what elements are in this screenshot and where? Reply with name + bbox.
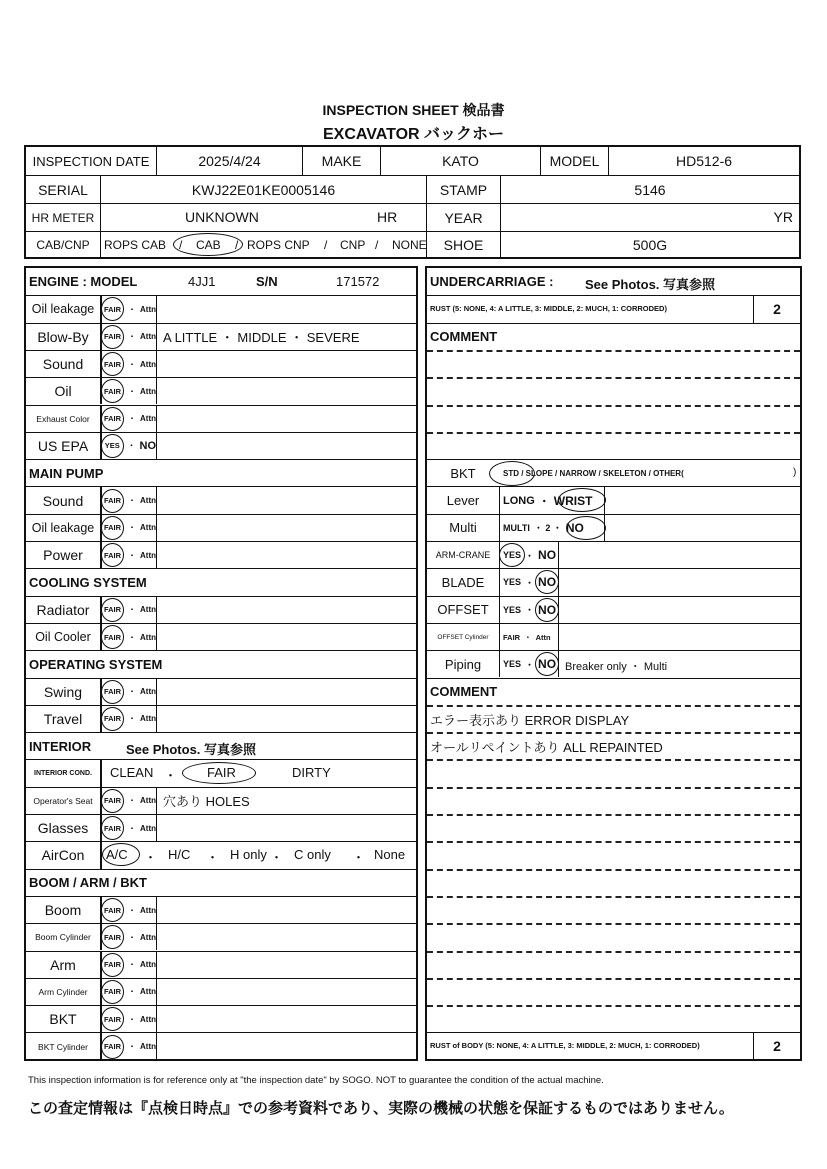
row-label: INTERIOR COND.: [34, 770, 92, 778]
row-label: BLADE: [441, 574, 485, 590]
row-label: AirCon: [41, 847, 85, 864]
undercarriage-comment-header: [427, 323, 800, 350]
option-selected-circle[interactable]: FAIR: [101, 1035, 124, 1059]
aircon-option[interactable]: C only: [294, 847, 331, 863]
disclaimer-japanese: この査定情報は『点検日時点』での参考資料であり、実際の機械の状態を保証するものではありません。: [28, 1100, 734, 1117]
cab-options: [100, 232, 426, 258]
offset-cylinder: [427, 623, 800, 650]
condition-options: [100, 406, 157, 432]
right-inspection-panel: [425, 266, 802, 1061]
multi: [427, 514, 800, 541]
main-pump-header: [26, 459, 416, 486]
option-alt[interactable]: Attn: [140, 632, 156, 642]
separator: ・: [128, 1014, 136, 1024]
selection-circle: [173, 233, 243, 256]
option-alt[interactable]: Attn: [140, 605, 156, 615]
option-b[interactable]: Attn: [535, 632, 551, 642]
hr-meter-value: UNKNOWN: [185, 209, 259, 225]
condition-options: [100, 952, 157, 978]
selection-circle: [558, 488, 606, 512]
option-alt[interactable]: Attn: [140, 496, 156, 506]
make-label: MAKE: [302, 147, 380, 175]
separator: ・: [128, 823, 136, 833]
comment-text[interactable]: オールリペイントあり ALL REPAINTED: [430, 740, 663, 756]
cab-sep: /: [324, 238, 328, 252]
separator: ・: [525, 550, 535, 561]
condition-options: [100, 624, 157, 650]
option-selected-circle[interactable]: FAIR: [101, 925, 124, 949]
engine-model: 4JJ1: [188, 274, 216, 289]
option-selected-circle[interactable]: FAIR: [101, 297, 124, 321]
comment-line: [427, 787, 800, 814]
left-inspection-panel: [24, 266, 418, 1061]
option-selected-circle[interactable]: FAIR: [101, 680, 124, 704]
option-a[interactable]: YES: [503, 604, 522, 615]
make-value: KATO: [380, 147, 540, 175]
row-label: Boom Cylinder: [35, 932, 91, 943]
operating-header: [26, 650, 416, 677]
inspection-row: [26, 623, 416, 650]
option-selected-circle[interactable]: FAIR: [101, 816, 124, 840]
row-label: Operator's Seat: [33, 795, 93, 806]
serial-value: KWJ22E01KE0005146: [100, 176, 426, 203]
separator: ・: [525, 605, 535, 616]
separator: ・: [128, 687, 136, 697]
undercarriage-title: UNDERCARRIAGE :: [430, 274, 554, 290]
condition-options: [100, 515, 157, 541]
option-alt[interactable]: Attn: [140, 932, 156, 942]
machine-info-table: [24, 145, 801, 259]
separator: ・: [164, 768, 178, 784]
option-b[interactable]: NO: [538, 602, 557, 617]
option-alt[interactable]: Attn: [140, 1014, 156, 1024]
row-label: Arm Cylinder: [38, 986, 88, 997]
row-label: Radiator: [36, 601, 90, 618]
shoe-value: 500G: [500, 232, 799, 258]
row-label: Power: [43, 547, 83, 564]
comment-title: COMMENT: [430, 329, 498, 345]
separator: ・: [128, 1042, 136, 1052]
separator: ・: [525, 577, 535, 588]
condition-options: [100, 706, 157, 732]
inspection-row: [26, 350, 416, 377]
serial-label: SERIAL: [38, 181, 88, 198]
bkt-options[interactable]: STD / SLOPE / NARROW / SKELETON / OTHER(: [503, 469, 684, 479]
separator: ・: [144, 850, 158, 866]
condition-options: [499, 569, 559, 595]
selection-circle: [535, 570, 559, 594]
comment-line: [427, 896, 800, 923]
row-label: Oil Cooler: [35, 630, 91, 645]
condition-option[interactable]: FAIR: [207, 765, 236, 781]
row-label: Swing: [43, 683, 83, 700]
condition-options: [499, 542, 559, 568]
engine-header: [26, 268, 416, 295]
interior-condition-row: [26, 759, 416, 786]
row-label: ARM-CRANE: [435, 550, 491, 561]
option-selected-circle[interactable]: FAIR: [101, 625, 124, 649]
separator: ・: [128, 523, 136, 533]
separator: ・: [127, 441, 136, 451]
row-label: Lever: [446, 493, 480, 509]
engine-sn-label: S/N: [256, 274, 278, 289]
option-b[interactable]: NO: [538, 575, 557, 590]
option-a[interactable]: MULTI: [503, 522, 530, 533]
option-alt[interactable]: Attn: [140, 905, 156, 915]
option-selected-circle[interactable]: FAIR: [101, 789, 124, 813]
comment-line: [427, 1005, 800, 1032]
cab-option-rops-cab: ROPS CAB: [104, 238, 167, 252]
comment-line: [427, 732, 800, 759]
separator: ・: [206, 850, 220, 866]
aircon-option[interactable]: None: [374, 847, 406, 863]
separator: ・: [128, 496, 136, 506]
condition-options: [100, 1006, 157, 1032]
row-label: OFFSET: [437, 602, 489, 618]
inspection-row: [26, 432, 416, 459]
selection-circle: [535, 598, 559, 622]
rust-row: [427, 295, 800, 322]
separator: ・: [524, 632, 532, 642]
separator: ・: [525, 659, 535, 670]
stamp-label: STAMP: [426, 176, 500, 203]
inspection-row: [26, 705, 416, 732]
comment-line: [427, 432, 800, 459]
option-alt[interactable]: Attn: [140, 550, 156, 560]
comment-line: [427, 377, 800, 404]
row-label: Sound: [42, 492, 84, 509]
option-alt[interactable]: Attn: [140, 523, 156, 533]
comment-text[interactable]: エラー表示あり ERROR DISPLAY: [430, 712, 630, 728]
option-alt[interactable]: Attn: [140, 332, 156, 342]
selection-circle: [535, 652, 559, 676]
separator: ・: [128, 332, 136, 342]
separator: ・: [128, 796, 136, 806]
condition-options: [100, 351, 157, 377]
inspection-row: [26, 678, 416, 705]
aircon-option[interactable]: A/C: [106, 847, 128, 863]
option-alt[interactable]: Attn: [140, 823, 156, 833]
engine-sn: 171572: [336, 274, 380, 289]
inspection-row: [26, 923, 416, 950]
separator: ・: [128, 905, 136, 915]
row-note[interactable]: 穴あり HOLES: [163, 794, 250, 810]
hr-meter-cell: [100, 204, 426, 231]
cooling-header: [26, 568, 416, 595]
option-selected-circle[interactable]: YES: [101, 434, 124, 458]
option-selected-circle[interactable]: FAIR: [101, 489, 124, 513]
comment-line: [427, 759, 800, 786]
separator: ・: [128, 414, 136, 424]
row-label: Multi: [449, 520, 477, 536]
inspection-row: [26, 978, 416, 1005]
cooling-header-title: COOLING SYSTEM: [29, 574, 147, 590]
row-label: Exhaust Color: [36, 413, 90, 424]
body-rust-value[interactable]: 2: [753, 1033, 800, 1059]
option-b[interactable]: NO: [565, 520, 584, 535]
cab-option-none: NONE: [392, 238, 427, 252]
option-b[interactable]: NO: [538, 548, 557, 563]
option-a[interactable]: LONG: [503, 494, 535, 507]
condition-options: [499, 597, 559, 623]
row-label: Travel: [43, 710, 83, 727]
separator: ・ 2 ・: [533, 523, 562, 534]
inspection-row: [26, 377, 416, 404]
inspection-date-value: 2025/4/24: [156, 147, 302, 175]
option-selected-circle[interactable]: FAIR: [101, 1007, 124, 1031]
row-note[interactable]: A LITTLE ・ MIDDLE ・ SEVERE: [163, 330, 360, 346]
offset: [427, 596, 800, 623]
option-selected-circle[interactable]: FAIR: [101, 898, 124, 922]
hr-unit: HR: [377, 209, 398, 225]
stamp-value: 5146: [500, 176, 799, 203]
condition-options: [100, 760, 416, 786]
inspection-date-label: INSPECTION DATE: [32, 153, 150, 169]
condition-options: [100, 1033, 157, 1059]
option-selected-circle[interactable]: FAIR: [101, 516, 124, 540]
separator: ・: [128, 359, 136, 369]
option-alt[interactable]: Attn: [140, 714, 156, 724]
selection-circle: [489, 461, 535, 486]
interior-header-title: INTERIOR: [29, 738, 92, 754]
row-label: BKT: [450, 465, 476, 481]
disclaimer-english: This inspection information is for reference only at "the inspection date" by SOGO. NOT to guarantee the condition of the actual machine.: [28, 1075, 604, 1086]
option-selected-circle[interactable]: FAIR: [101, 543, 124, 567]
option-selected-circle[interactable]: FAIR: [101, 953, 124, 977]
inspection-row: [26, 514, 416, 541]
cab-label: CAB/CNP: [36, 238, 90, 252]
option-selected-circle[interactable]: FAIR: [101, 598, 124, 622]
option-b[interactable]: WRIST: [553, 493, 593, 508]
rust-value[interactable]: 2: [753, 296, 800, 322]
option-alt[interactable]: NO: [139, 439, 156, 452]
separator: ・: [128, 987, 136, 997]
row-label: Oil: [54, 383, 72, 400]
row-label: BKT: [49, 1011, 77, 1028]
cab-sep: /: [235, 238, 239, 252]
inspection-row: [26, 951, 416, 978]
info-row-hours: [26, 203, 799, 231]
row-label: Boom: [44, 902, 82, 919]
inspection-row: [26, 787, 416, 814]
separator: ・: [128, 960, 136, 970]
year-cell: [500, 204, 799, 231]
model-value: HD512-6: [608, 147, 799, 175]
option-selected-circle[interactable]: FAIR: [101, 325, 124, 349]
interior-see-photos: See Photos. 写真参照: [126, 742, 257, 758]
comment-line: [427, 951, 800, 978]
condition-options: [100, 979, 157, 1005]
engine-header-title: ENGINE : MODEL: [29, 274, 138, 290]
selection-circle: [499, 543, 525, 567]
condition-options: [100, 897, 157, 923]
condition-options: [499, 515, 605, 541]
inspection-row: [26, 295, 416, 322]
row-label: Blow-By: [37, 328, 89, 345]
aircon-option[interactable]: H/C: [168, 847, 191, 863]
cab-option-cab: CAB: [196, 238, 221, 252]
comment-line: [427, 978, 800, 1005]
comment-title: COMMENT: [430, 684, 498, 700]
separator: ・: [128, 632, 136, 642]
row-label: US EPA: [37, 437, 89, 454]
selection-circle: [182, 762, 256, 784]
piping: [427, 650, 800, 677]
condition-options: [100, 679, 157, 705]
inspection-row: [26, 1032, 416, 1059]
cab-option-cnp: CNP: [340, 238, 366, 252]
comment-line: [427, 814, 800, 841]
cab-option-rops-cnp: ROPS CNP: [247, 238, 310, 252]
bkt-row: [427, 459, 800, 486]
option-alt[interactable]: Attn: [140, 1042, 156, 1052]
row-label: Oil leakage: [31, 520, 95, 535]
row-label: Glasses: [37, 820, 89, 837]
inspection-row: [26, 814, 416, 841]
option-alt[interactable]: Attn: [140, 359, 156, 369]
operating-header-title: OPERATING SYSTEM: [29, 656, 163, 672]
option-a[interactable]: FAIR: [503, 632, 521, 642]
selection-circle: [102, 843, 140, 866]
comment-line: [427, 923, 800, 950]
condition-options: [100, 296, 157, 322]
sheet-subtitle: EXCAVATOR バックホー: [322, 126, 505, 143]
condition-options: [100, 378, 157, 404]
option-alt[interactable]: Attn: [140, 304, 156, 314]
condition-options: [100, 815, 157, 841]
condition-options: [100, 597, 157, 623]
lever: [427, 486, 800, 513]
separator: ・: [128, 932, 136, 942]
info-row-date: [26, 147, 799, 175]
row-label: Oil leakage: [31, 302, 95, 317]
option-alt[interactable]: Attn: [140, 960, 156, 970]
inspection-row: [26, 896, 416, 923]
separator: ・: [538, 495, 550, 508]
condition-option[interactable]: DIRTY: [292, 765, 331, 781]
inspection-row: [26, 1005, 416, 1032]
condition-options: [499, 651, 559, 677]
option-selected-circle[interactable]: FAIR: [101, 407, 124, 431]
separator: ・: [128, 550, 136, 560]
row-label: OFFSET Cylinder: [437, 633, 489, 641]
year-unit: YR: [773, 209, 793, 225]
info-row-cab: [26, 231, 799, 257]
option-alt[interactable]: Attn: [140, 386, 156, 396]
option-alt[interactable]: Attn: [140, 796, 156, 806]
separator: ・: [128, 386, 136, 396]
condition-options: [499, 487, 605, 513]
undercarriage-see-photos: See Photos. 写真参照: [585, 277, 716, 292]
row-label: Piping: [444, 656, 482, 672]
separator: ・: [128, 714, 136, 724]
inspection-row: [26, 541, 416, 568]
undercarriage-header: [427, 268, 800, 295]
sheet-title: INSPECTION SHEET 検品書: [322, 102, 505, 118]
hr-meter-label: HR METER: [31, 210, 95, 225]
bkt-close: ): [793, 467, 797, 479]
blade: [427, 568, 800, 595]
comment-header: [427, 678, 800, 705]
row-label: Sound: [42, 356, 84, 373]
condition-options: [100, 433, 157, 459]
option-alt[interactable]: Attn: [140, 414, 156, 424]
comment-line: [427, 350, 800, 377]
main-pump-header-title: MAIN PUMP: [29, 465, 104, 481]
body-rust-row: [427, 1032, 800, 1059]
row-label: Arm: [50, 956, 76, 973]
aircon-options: [100, 842, 416, 868]
option-selected-circle[interactable]: FAIR: [101, 707, 124, 731]
option-a[interactable]: YES: [503, 550, 522, 561]
aircon-row: [26, 841, 416, 868]
option-alt[interactable]: Attn: [140, 987, 156, 997]
boom-header-title: BOOM / ARM / BKT: [29, 875, 147, 891]
interior-header: [26, 732, 416, 759]
condition-options: [100, 324, 157, 350]
inspection-row: [26, 486, 416, 513]
separator: ・: [270, 850, 284, 866]
info-row-serial: [26, 175, 799, 203]
option-a[interactable]: YES: [503, 659, 522, 670]
rust-label: RUST (5: NONE, 4: A LITTLE, 3: MIDDLE, 2: MUCH, 1: CORRODED): [430, 304, 667, 314]
option-selected-circle[interactable]: FAIR: [101, 352, 124, 376]
boom-header: [26, 869, 416, 896]
comment-line: [427, 869, 800, 896]
separator: ・: [128, 605, 136, 615]
inspection-row: [26, 596, 416, 623]
separator: ・: [352, 850, 366, 866]
condition-options: [100, 788, 157, 814]
row-note[interactable]: Breaker only ・ Multi: [565, 661, 668, 674]
cab-sep: /: [375, 238, 379, 252]
comment-line: [427, 705, 800, 732]
option-b[interactable]: NO: [538, 657, 557, 672]
option-selected-circle[interactable]: FAIR: [101, 379, 124, 403]
condition-option[interactable]: CLEAN: [110, 765, 154, 781]
option-selected-circle[interactable]: FAIR: [101, 980, 124, 1004]
separator: ・: [128, 304, 136, 314]
comment-line: [427, 405, 800, 432]
condition-options: [100, 924, 157, 950]
inspection-row: [26, 405, 416, 432]
condition-options: [100, 487, 157, 513]
condition-options: [499, 624, 559, 650]
condition-options: [100, 542, 157, 568]
year-label: YEAR: [426, 204, 500, 231]
body-rust-label: RUST of BODY (5: NONE, 4: A LITTLE, 3: MIDDLE, 2: MUCH, 1: CORRODED): [430, 1040, 700, 1050]
option-a[interactable]: YES: [503, 577, 522, 588]
aircon-option[interactable]: H only: [230, 847, 267, 863]
selection-circle: [566, 516, 606, 540]
inspection-row: [26, 323, 416, 350]
row-label: BKT Cylinder: [38, 1041, 88, 1052]
shoe-label: SHOE: [426, 232, 500, 258]
model-label: MODEL: [540, 147, 608, 175]
arm-crane-row: [427, 541, 800, 568]
option-alt[interactable]: Attn: [140, 687, 156, 697]
comment-line: [427, 841, 800, 868]
cab-sep: /: [179, 238, 183, 252]
